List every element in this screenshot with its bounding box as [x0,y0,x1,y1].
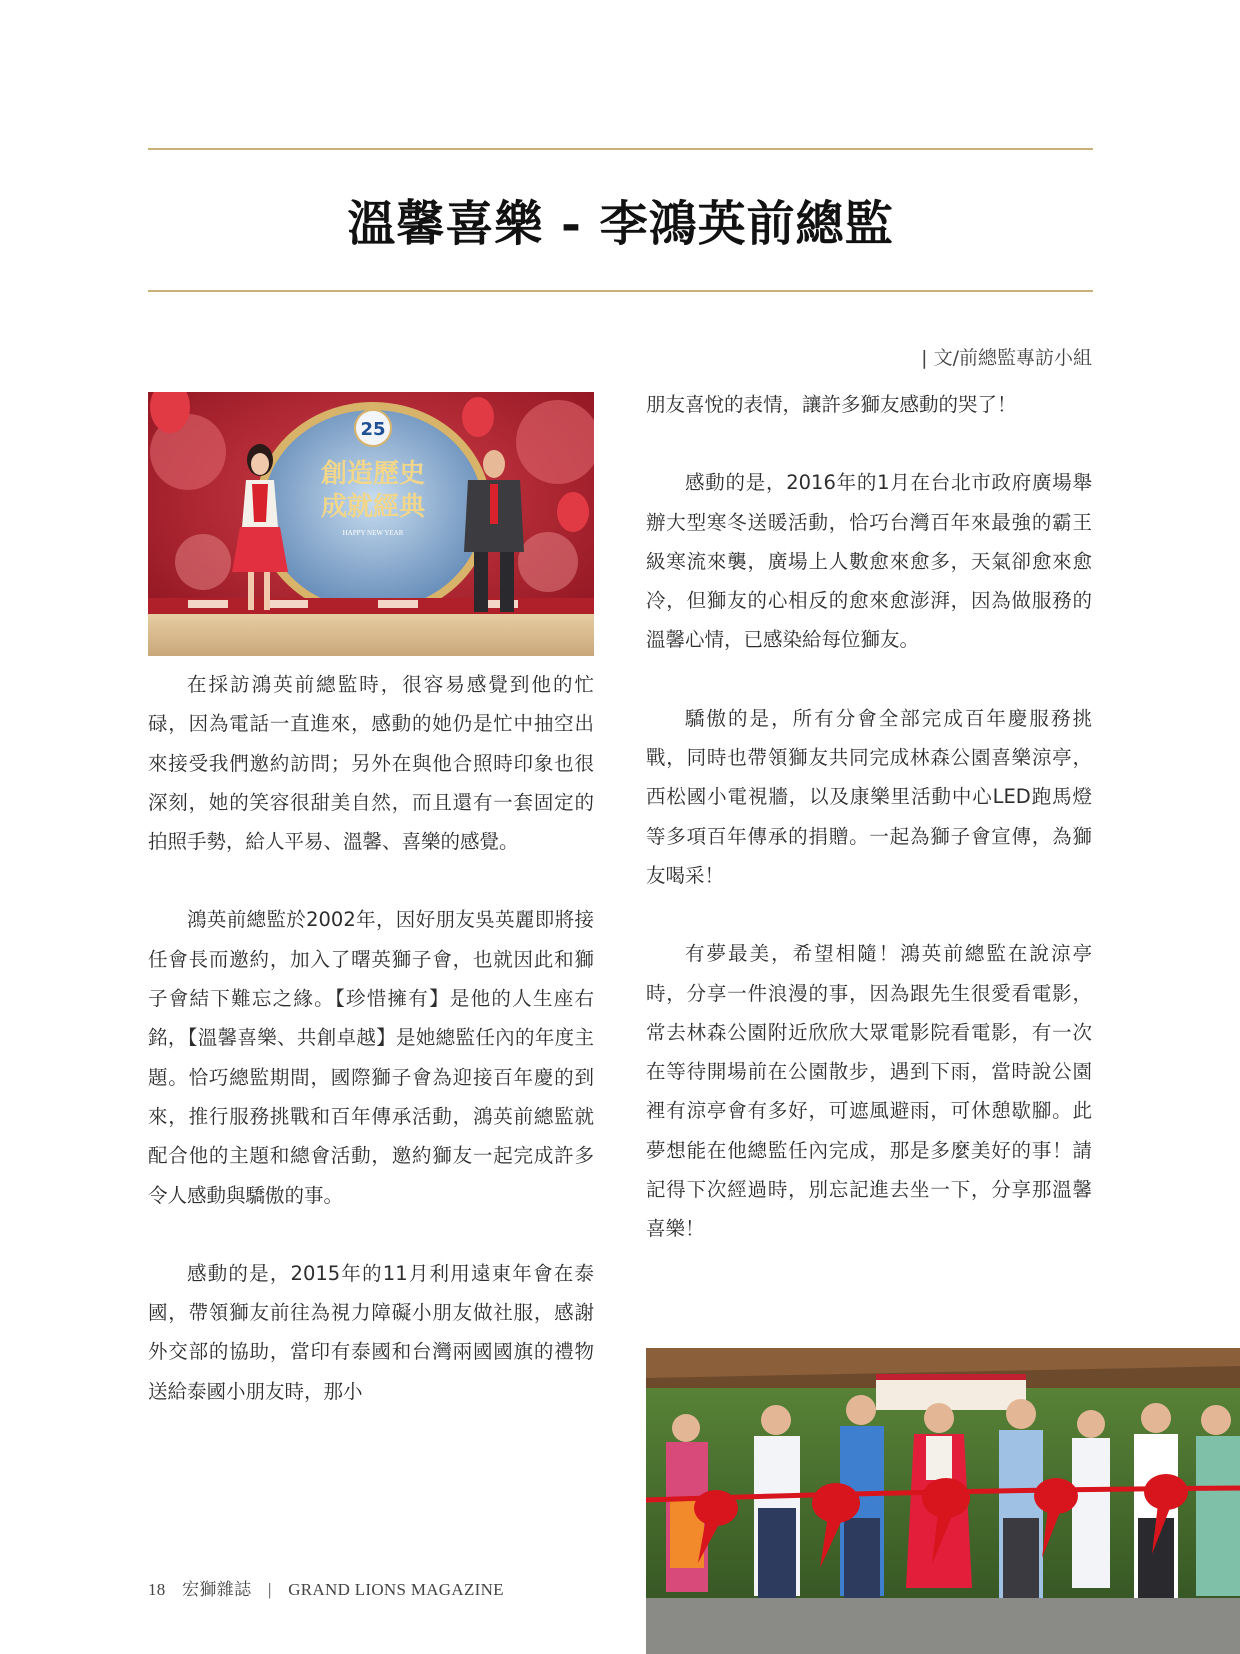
logo-number: 25 [360,419,386,440]
article-title: 溫馨喜樂 - 李鴻英前總監 [347,196,894,252]
photo-ribbon-cutting [646,1348,1240,1654]
paragraph-interview: 在採訪鴻英前總監時，很容易感覺到他的忙碌，因為電話一直進來，感動的她仍是忙中抽空出來接受我們邀約訪問；另外在與他合照時印象也很深刻，她的笑容很甜美自然，而且還有一套固定的拍照手勢，給人平易、溫馨、喜樂的感覺。 [148,673,594,854]
paragraph-dream: 有夢最美，希望相隨！鴻英前總監在說涼亭時，分享一件浪漫的事，因為跟先生很愛看電影，常去林森公園附近欣欣大眾電影院看電影，有一次在等待開場前在公園散步，遇到下雨，當時說公園裡有涼亭會有多好，可遮風避雨，可休憩歇腳。此夢想能在他總監任內完成，那是多麼美好的事！請記得下次經過時，別忘記進去坐一下，分享那溫馨喜樂！ [646,942,1092,1241]
paragraph-continuation: 朋友喜悅的表情，讓許多獅友感動的哭了！ [646,393,1017,416]
board-line-1: 創造歷史 [320,459,426,489]
article-byline: | 文/前總監專訪小組 [921,347,1092,369]
header-rule-top [148,148,1093,150]
magazine-name: 宏獅雜誌 [182,1580,252,1600]
photo-ribbon-cutting-image [646,1348,1240,1654]
board-subtitle: HAPPY NEW YEAR [342,529,404,537]
header-rule-bottom [148,290,1093,292]
paragraph-thailand: 感動的是，2015年的11月利用遠東年會在泰國，帶領獅友前往為視力障礙小朋友做社服，感謝外交部的協助，當印有泰國和台灣兩國國旗的禮物送給泰國小朋友時，那小 [148,1261,594,1403]
photo-new-year-backdrop-image [148,392,594,656]
magazine-name-en: GRAND LIONS MAGAZINE [288,1580,504,1599]
left-column [148,665,594,1411]
paragraph-pride: 驕傲的是，所有分會全部完成百年慶服務挑戰，同時也帶領獅友共同完成林森公園喜樂涼亭，西松國小電視牆，以及康樂里活動中心LED跑馬燈等多項百年傳承的捐贈。一起為獅子會宣傳，為獅友喝采！ [646,706,1092,887]
right-column [646,385,1092,1249]
page-footer [148,1575,516,1600]
photo-new-year-backdrop [148,392,594,656]
paragraph-history: 鴻英前總監於2002年，因好朋友吳英麗即將接任會長而邀約，加入了曙英獅子會，也就因此和獅子會結下難忘之緣。【珍惜擁有】是他的人生座右銘，【溫馨喜樂、共創卓越】是她總監任內的年度主題。恰巧總監期間，國際獅子會為迎接百年慶的到來，推行服務挑戰和百年傳承活動，鴻英前總監就配合他的主題和總會活動，邀約獅友一起完成許多令人感動與驕傲的事。 [148,908,594,1207]
paragraph-winter-warmth: 感動的是，2016年的1月在台北市政府廣場舉辦大型寒冬送暖活動，恰巧台灣百年來最強的霸王級寒流來襲，廣場上人數愈來愈多，天氣卻愈來愈冷，但獅友的心相反的愈來愈澎湃，因為做服務的溫馨心情，已感染給每位獅友。 [646,471,1092,652]
board-line-2: 成就經典 [320,492,426,522]
page-number: 18 [148,1580,166,1599]
footer-separator: | [267,1580,272,1599]
